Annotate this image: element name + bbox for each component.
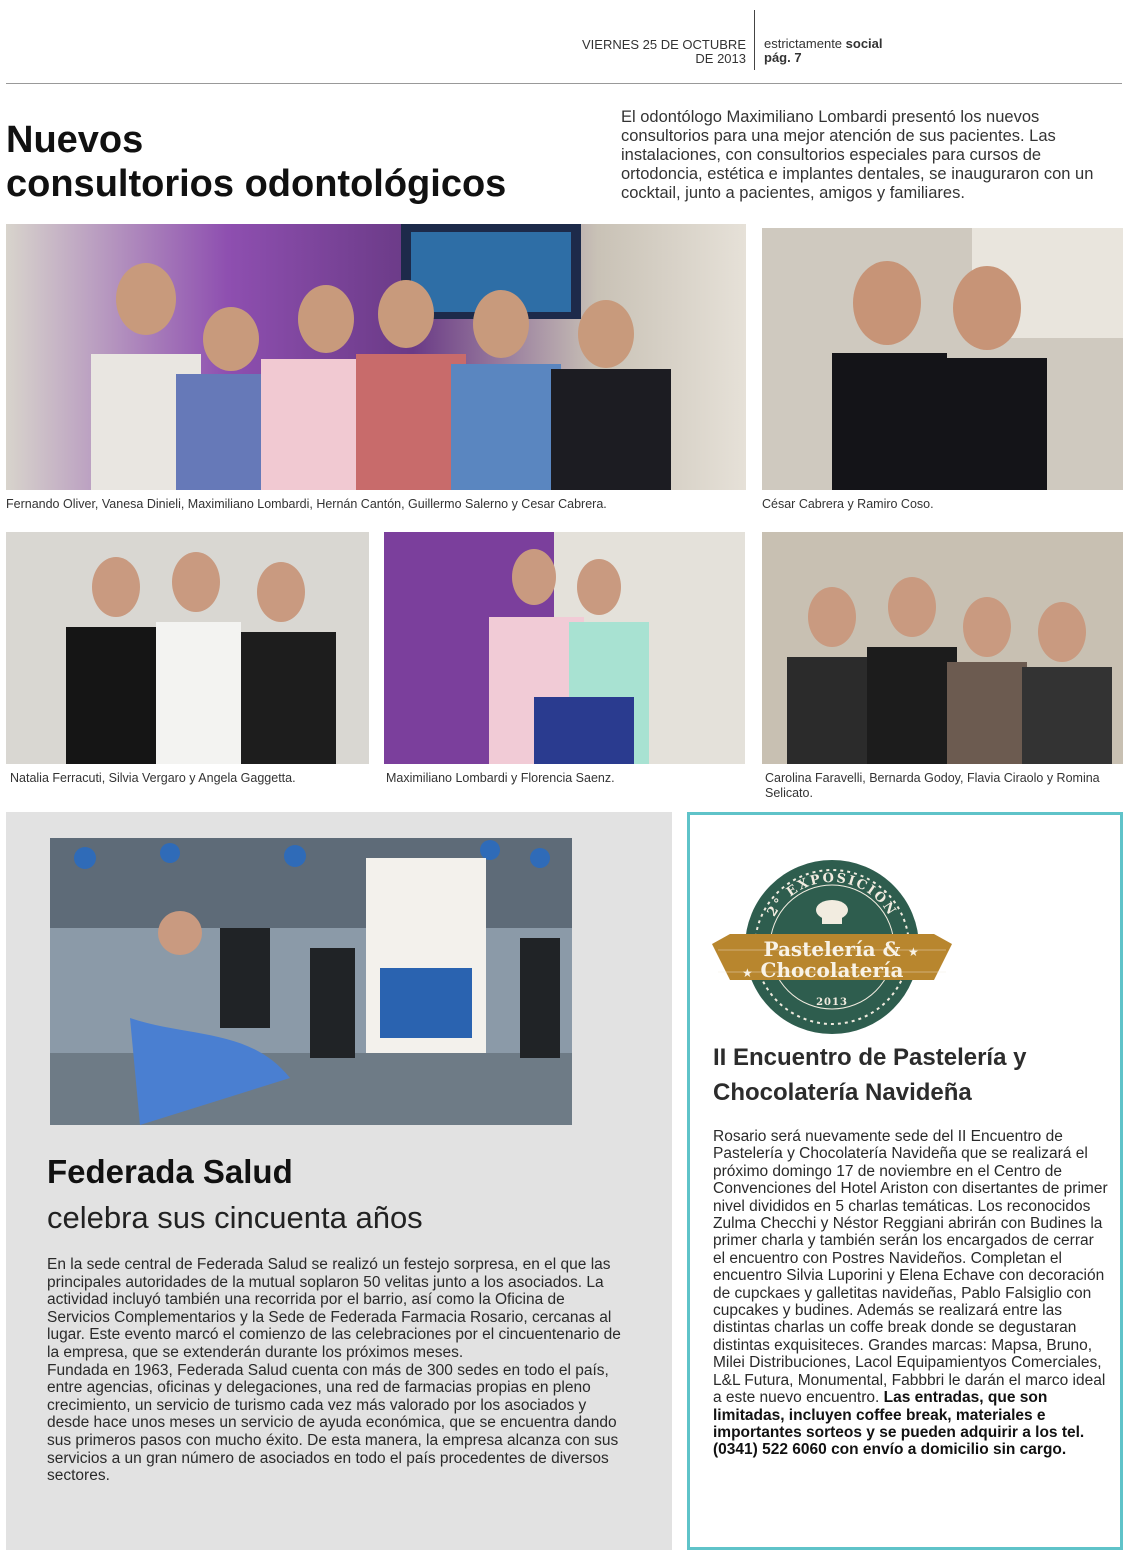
federada-paragraph-2: Fundada en 1963, Federada Salud cuenta con más de 300 sedes en todo el país, entre agencias, oficinas y delegaciones, una red de farmacias propias en pleno crecimiento, un servicio de turismo cada vez más valorado por los asociados y desde hace unos meses un servicio de ayuda económica, que se encuentra dando sus primeros pasos con mucho éxito. De esta manera, la empresa alcanza con sus servicios a un gran número de asociados en todo el país procedentes de diversos sectores.: [47, 1361, 619, 1485]
photo-federada-celebration: [50, 838, 572, 1125]
section-prefix: estrictamente: [764, 36, 846, 51]
issue-date: [560, 38, 746, 66]
page-number: pág. 7: [764, 50, 802, 65]
event-article: [713, 1128, 1109, 1459]
federada-title: Federada Salud: [47, 1153, 293, 1190]
photo-couple-podium: [384, 532, 745, 764]
photo-two-men: [762, 228, 1123, 490]
badge-year: 2013: [816, 997, 848, 1008]
caption-photo-three-women: Natalia Ferracuti, Silvia Vergaro y Angela Gaggetta.: [10, 771, 296, 785]
section-label: [764, 37, 883, 65]
page-title: [6, 118, 596, 206]
header-rule: [6, 83, 1122, 84]
section-name: social: [845, 36, 883, 51]
photo-three-women: [6, 532, 369, 764]
badge-line1: Pastelería &: [763, 937, 901, 961]
badge-star-icon: ★: [908, 945, 919, 959]
header-divider: [754, 10, 755, 70]
federada-subtitle: celebra sus cincuenta años: [47, 1200, 423, 1235]
page-title-line2: consultorios odontológicos: [6, 163, 507, 205]
pasteleria-badge-logo: [712, 858, 952, 1036]
event-paragraph: Rosario será nuevamente sede del II Encuentro de Pastelería y Chocolatería Navideña que se realizará el próximo domingo 17 de noviembre en el Centro de Convenciones del Hotel Ariston con disertantes de primer nivel divididos en 5 charlas temáticas. Los reconocidos Zulma Checchi y Néstor Reggiani abrirán con Budines la primer charla y también serán los encargados de cerrar el encuentro con Postres Navideños. Completan el encuentro Silvia Luporini y Elena Echave con decoración de cupckaes y galletitas navideñas, Pablo Falsiglio con cupcakes y budines. Además se realizará entre las distintas charlas un coffe break donde se degustaran distintas exquisiteces. Grandes marcas: Mapsa, Bruno, Milei Distribuciones, Lacol Equipamientyos Comerciales, L&L Futura, Monumental, Fabbbri le darán el marco ideal a este nuevo encuentro.: [713, 1128, 1108, 1407]
federada-article: [47, 1256, 622, 1485]
lead-paragraph: El odontólogo Maximiliano Lombardi presentó los nuevos consultorios para una mejor atención de sus pacientes. Las instalaciones, con consultorios especiales para cursos de ortodoncia, estética e implantes dentales, se inauguraron con un cocktail, junto a pacientes, amigos y familiares.: [621, 108, 1094, 202]
caption-group-photo-six: Fernando Oliver, Vanesa Dinieli, Maximiliano Lombardi, Hernán Cantón, Guillermo Salerno y Cesar Cabrera.: [6, 497, 607, 511]
issue-date-line2: DE 2013: [695, 51, 746, 66]
caption-photo-couple-podium: Maximiliano Lombardi y Florencia Saenz.: [386, 771, 615, 785]
issue-date-line1: VIERNES 25 DE OCTUBRE: [582, 37, 746, 52]
photo-four-women: [762, 532, 1123, 764]
caption-photo-two-men: César Cabrera y Ramiro Coso.: [762, 497, 934, 511]
event-tickets-info: Las entradas, que son limitadas, incluyen coffee break, materiales e importantes sorteos y se pueden adquirir a los tel. (0341) 522 6060 con envío a domicilio sin cargo.: [713, 1389, 1085, 1459]
badge-star-icon: ★: [742, 966, 753, 980]
group-photo-six: [6, 224, 746, 490]
badge-top-text: 2° EXPOSICIÓN: [764, 870, 900, 920]
caption-photo-four-women: Carolina Faravelli, Bernarda Godoy, Flavia Ciraolo y Romina Selicato.: [765, 771, 1100, 800]
page-title-line1: Nuevos: [6, 119, 144, 161]
event-title: II Encuentro de Pastelería y Chocolatería Navideña: [713, 1044, 1027, 1106]
federada-paragraph-1: En la sede central de Federada Salud se realizó un festejo sorpresa, en el que las principales autoridades de la mutual soplaron 50 velitas junto a los asociados. La actividad incluyó también una recorrida por el barrio, así como la Oficina de Servicios Complementarios y la Sede de Federada Farmacia Rosario, cercanas al lugar. Este evento marcó el comienzo de las celebraciones por el cincuentenario de la empresa, que se extenderán durante los próximos meses.: [47, 1256, 621, 1361]
badge-line2: Chocolatería: [760, 958, 904, 982]
